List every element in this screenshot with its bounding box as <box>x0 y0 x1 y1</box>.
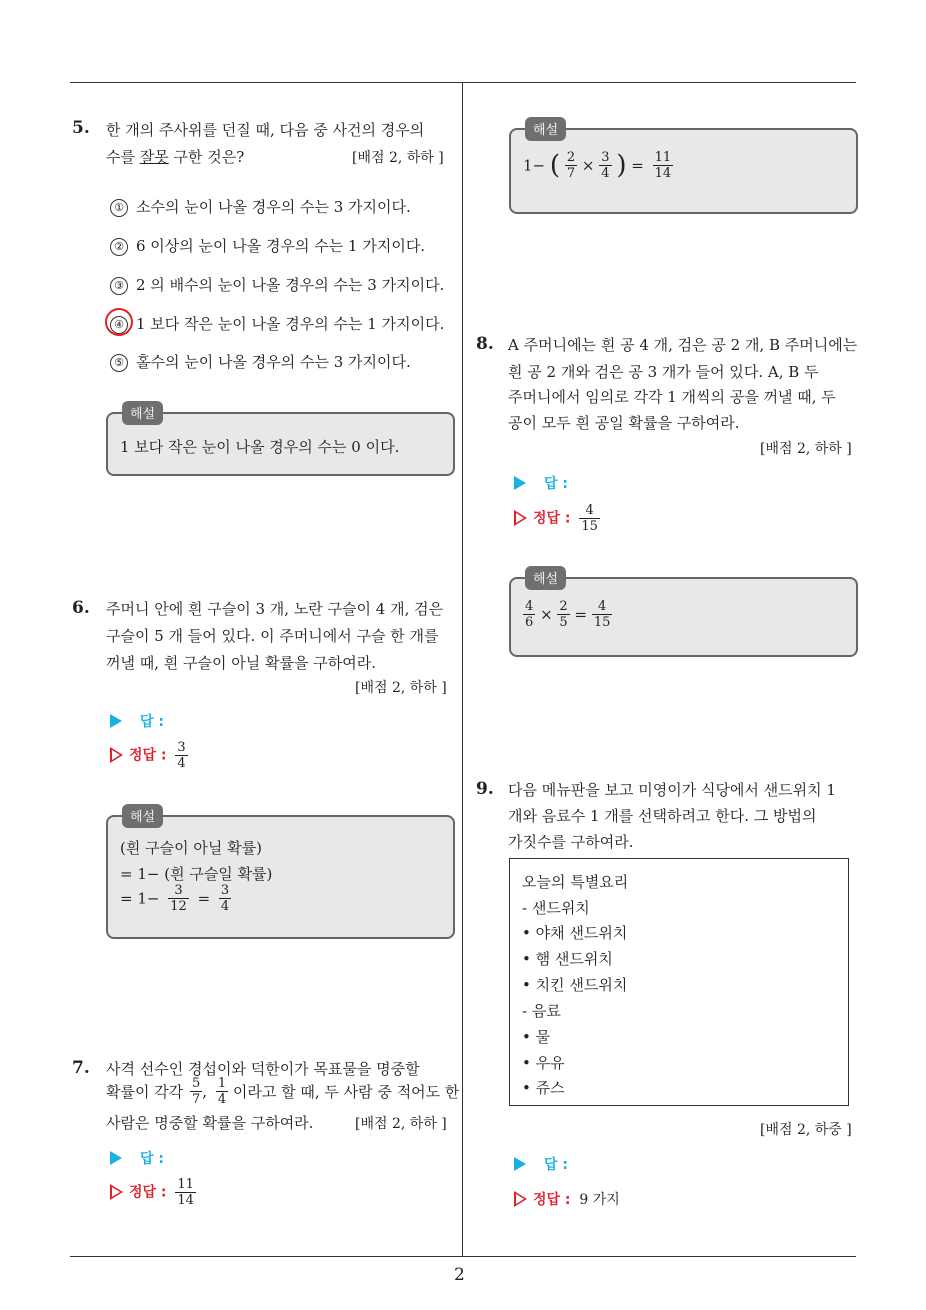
menu-item: - 샌드위치 <box>522 899 590 917</box>
q6-explanation-box <box>106 810 455 939</box>
q9-answer-input[interactable]: 답 : <box>514 1154 568 1174</box>
q8-answer-input[interactable]: 답 : <box>514 473 568 493</box>
q8-meta: [배점 2, 하하 ] <box>760 441 852 457</box>
q5-explanation-box <box>106 407 455 476</box>
menu-item: - 음료 <box>522 1002 561 1020</box>
answer-circle-mark <box>105 308 133 336</box>
menu-item: • 우유 <box>522 1054 565 1072</box>
outline-triangle-icon <box>110 1184 123 1200</box>
q8-number: 8. <box>476 334 494 354</box>
menu-board <box>509 858 849 1106</box>
outline-triangle-icon <box>110 747 123 763</box>
q5-choice-5[interactable]: ⑤ 홀수의 눈이 나올 경우의 수는 3 가지이다. <box>110 351 411 372</box>
play-icon <box>110 714 122 728</box>
column-divider <box>462 82 463 1256</box>
q6-line2: 구슬이 5 개 들어 있다. 이 주머니에서 구슬 한 개를 <box>106 627 439 645</box>
bottom-rule <box>70 1256 856 1257</box>
menu-item: • 물 <box>522 1028 551 1046</box>
explanation-tag: 해설 <box>122 804 163 828</box>
q6-meta: [배점 2, 하하 ] <box>355 680 447 696</box>
q7-meta: [배점 2, 하하 ] <box>355 1116 447 1132</box>
q8-line4: 공이 모두 흰 공일 확률을 구하여라. <box>508 414 740 432</box>
play-icon <box>514 476 526 490</box>
explanation-tag: 해설 <box>122 401 163 425</box>
q6-answer-input[interactable]: 답 : <box>110 711 164 731</box>
q9-meta: [배점 2, 하중 ] <box>760 1122 852 1138</box>
q9-number: 9. <box>476 779 494 799</box>
menu-item: • 햄 샌드위치 <box>522 950 613 968</box>
q8-explanation-box <box>509 572 858 657</box>
play-icon <box>514 1157 526 1171</box>
menu-title: 오늘의 특별요리 <box>522 873 629 891</box>
q5-number: 5. <box>72 118 90 138</box>
q5-choice-1[interactable]: ① 소수의 눈이 나올 경우의 수는 3 가지이다. <box>110 196 411 217</box>
q7-correct-answer: 정답 : $\frac{11}{14}$ <box>110 1177 196 1208</box>
q5-choice-2[interactable]: ② 6 이상의 눈이 나올 경우의 수는 1 가지이다. <box>110 235 425 256</box>
outline-triangle-icon <box>514 1191 527 1207</box>
q8-line2: 흰 공 2 개와 검은 공 3 개가 들어 있다. A, B 두 <box>508 363 819 381</box>
q7-explanation-box <box>509 123 858 214</box>
menu-item: • 치킨 샌드위치 <box>522 976 628 994</box>
play-icon <box>110 1151 122 1165</box>
q6-line1: 주머니 안에 흰 구슬이 3 개, 노란 구슬이 4 개, 검은 <box>106 600 444 618</box>
top-rule <box>70 82 856 83</box>
q7-number: 7. <box>72 1058 90 1078</box>
q9-line3: 가짓수를 구하여라. <box>508 833 634 851</box>
q8-ex-formula: $\frac{4}{6}$ × $\frac{2}{5}$ = $\frac{4}{15}$ <box>525 599 611 630</box>
q9-line1: 다음 메뉴판을 보고 미영이가 식당에서 샌드위치 1 <box>508 781 836 799</box>
explanation-tag: 해설 <box>525 566 566 590</box>
q5-meta: [배점 2, 하하 ] <box>352 150 444 166</box>
q5-explanation-text: 1 보다 작은 눈이 나올 경우의 수는 0 이다. <box>120 438 400 456</box>
q7-line1: 사격 선수인 경섭이와 덕한이가 목표물을 명중할 <box>106 1060 420 1078</box>
q6-ex-line1: (흰 구슬이 아닐 확률) <box>120 839 262 857</box>
menu-item: • 쥬스 <box>522 1079 565 1097</box>
q6-correct-answer: 정답 : $\frac{3}{4}$ <box>110 740 188 771</box>
q7-ex-formula: 1− ( $\frac{2}{7}$ × $\frac{3}{4}$ ) = $\frac{11}{14}$ <box>523 150 672 181</box>
outline-triangle-icon <box>514 510 527 526</box>
q6-line3: 꺼낼 때, 흰 구슬이 아닐 확률을 구하여라. <box>106 654 376 672</box>
q7-answer-input[interactable]: 답 : <box>110 1148 164 1168</box>
q7-line3: 사람은 명중할 확률을 구하여라. <box>106 1114 314 1132</box>
q8-correct-answer: 정답 : $\frac{4}{15}$ <box>514 503 600 534</box>
q9-correct-answer: 정답 : 9 가지 <box>514 1189 620 1209</box>
q5-choice-3[interactable]: ③ 2 의 배수의 눈이 나올 경우의 수는 3 가지이다. <box>110 274 444 295</box>
q6-ex-line2: = 1− (흰 구슬일 확률) <box>120 865 273 883</box>
q7-line2: 확률이 각각 $\frac{5}{7}$ , $\frac{1}{4}$ 이라고 할 때, 두 사람 중 적어도 한 <box>106 1076 460 1107</box>
q5-choice-4[interactable]: ④ 1 보다 작은 눈이 나올 경우의 수는 1 가지이다. <box>110 313 444 334</box>
q6-number: 6. <box>72 598 90 618</box>
explanation-tag: 해설 <box>525 117 566 141</box>
q8-line1: A 주머니에는 흰 공 4 개, 검은 공 2 개, B 주머니에는 <box>508 336 858 354</box>
q6-ex-line3: = 1− $\frac{3}{12}$ = $\frac{3}{4}$ <box>120 883 230 914</box>
q9-line2: 개와 음료수 1 개를 선택하려고 한다. 그 방법의 <box>508 807 817 825</box>
q8-line3: 주머니에서 임의로 각각 1 개씩의 공을 꺼낼 때, 두 <box>508 388 836 406</box>
menu-item: • 야채 샌드위치 <box>522 924 628 942</box>
q5-line1: 한 개의 주사위를 던질 때, 다음 중 사건의 경우의 <box>106 121 425 139</box>
page-number: 2 <box>454 1265 465 1285</box>
q5-line2: 수를 잘못 구한 것은? <box>106 148 245 166</box>
